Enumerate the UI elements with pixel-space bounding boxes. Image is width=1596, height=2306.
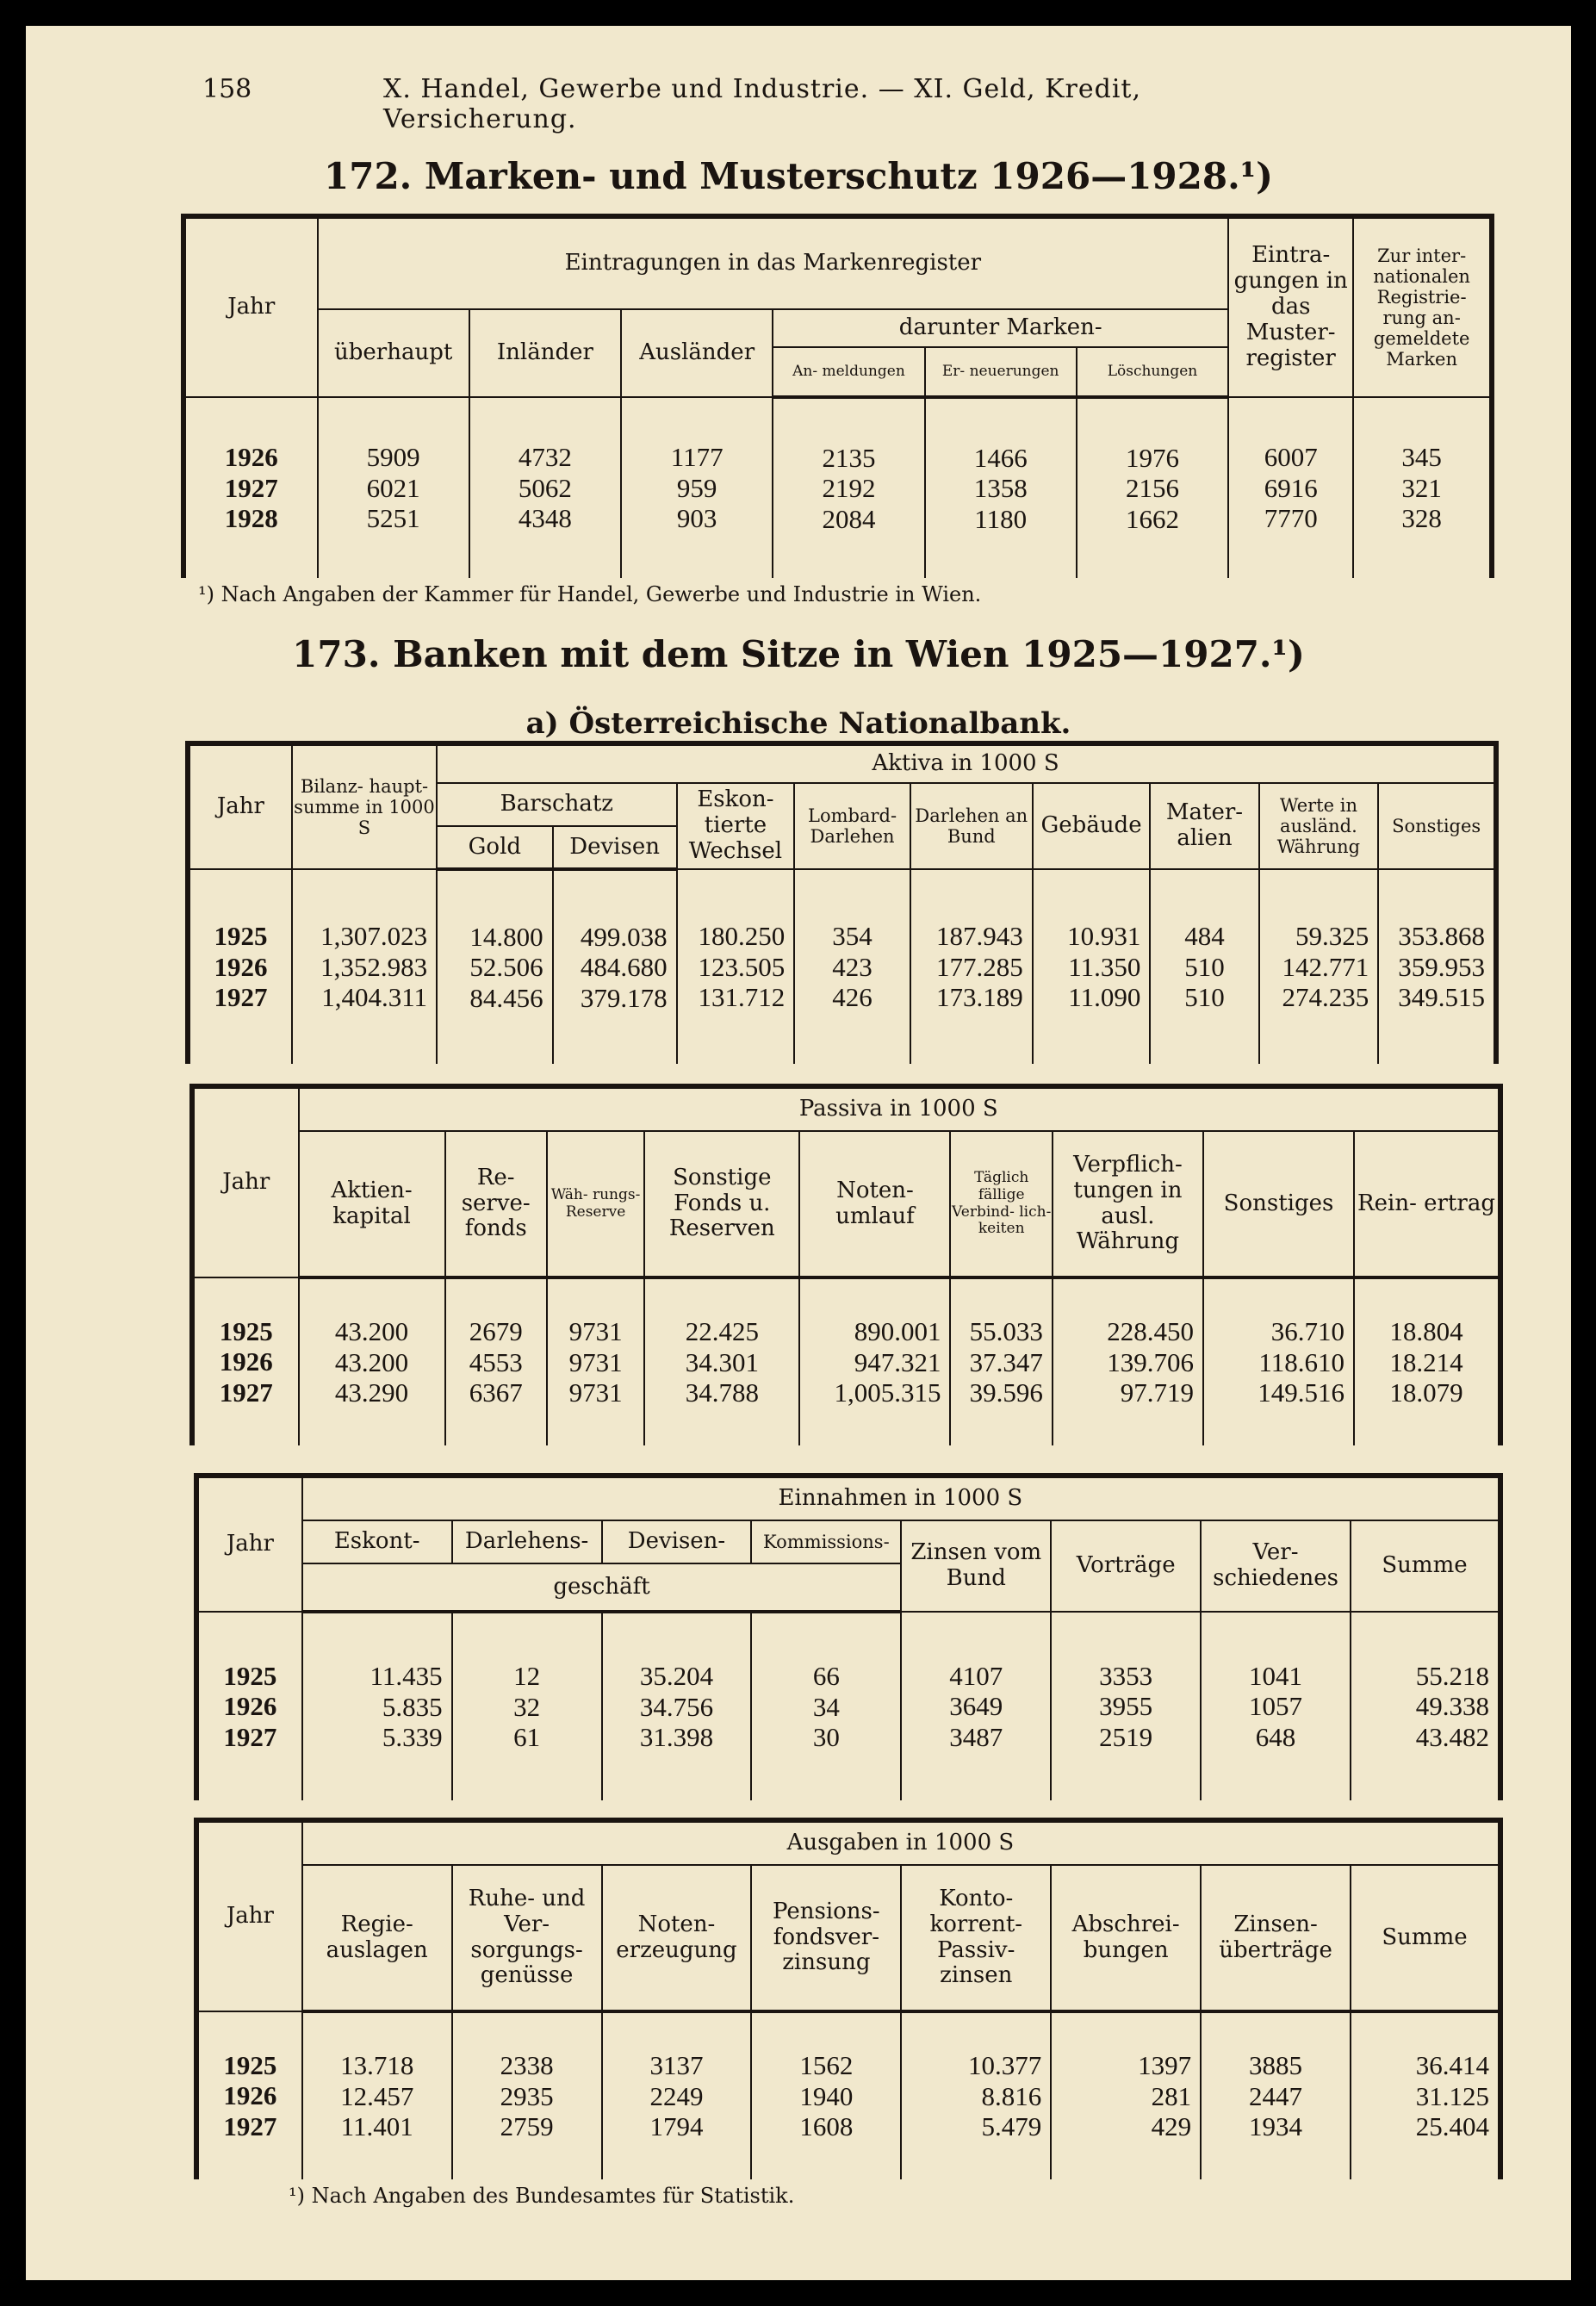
cell-value: 34 (812, 1691, 840, 1722)
table-173-title: 173. Banken mit dem Sitze in Wien 1925—1927.¹) (292, 633, 1305, 675)
cell-value: 139.706 (1107, 1346, 1194, 1377)
cell-value: 6367 (469, 1377, 523, 1408)
book-page (26, 26, 1571, 2280)
cell-value: 281 (1151, 2080, 1192, 2111)
table-row (196, 2011, 1500, 2179)
cell-value: 328 (1401, 503, 1442, 534)
col-header-ueberhaupt: überhaupt (318, 309, 469, 397)
col-header-auslaender: Ausländer (621, 309, 773, 397)
cell-value: 6007 (1264, 442, 1318, 473)
cell-value: 429 (1151, 2111, 1192, 2142)
col-header-reinertrag: Rein- ertrag (1354, 1131, 1500, 1277)
col-header-group-aktiva: Aktiva in 1000 S (437, 743, 1496, 783)
table-row (192, 1277, 1500, 1445)
col-header-year: Jahr (196, 1820, 302, 2011)
cell-value: 31.125 (1415, 2080, 1489, 2111)
table-172 (181, 214, 1494, 578)
cell-value: 510 (1184, 982, 1225, 1013)
cell-year: 1927 (214, 982, 268, 1013)
cell-year: 1925 (223, 2049, 277, 2080)
cell-value: 6021 (366, 472, 420, 503)
cell-value: 2679 (469, 1316, 523, 1347)
cell-value: 5.835 (382, 1691, 443, 1722)
col-header-taeglich: Täglich fällige Verbind- lich- keiten (950, 1131, 1052, 1277)
cell-value: 25.404 (1415, 2111, 1489, 2142)
cell-value: 123.505 (698, 951, 786, 982)
cell-year: 1927 (223, 1721, 277, 1752)
cell-value: 55.218 (1415, 1660, 1489, 1691)
cell-value: 5.339 (382, 1722, 443, 1753)
table-aktiva (185, 741, 1499, 1064)
cell-value: 43.200 (334, 1316, 409, 1347)
col-header-darunter: darunter Marken- (773, 309, 1228, 347)
col-header-year: Jahr (192, 1086, 299, 1277)
col-header-year: Jahr (196, 1476, 302, 1612)
col-header-eskont: Eskon- tierte Wechsel (677, 783, 795, 869)
col-header-materialien: Mater- alien (1150, 783, 1258, 869)
cell-value: 9731 (568, 1377, 623, 1408)
cell-value: 4348 (518, 503, 572, 534)
cell-value: 52.506 (469, 952, 543, 983)
col-header-eskont: Eskont- (302, 1520, 452, 1563)
cell-value: 2135 (822, 442, 876, 473)
cell-value: 1940 (799, 2080, 854, 2111)
cell-value: 353.868 (1398, 921, 1485, 952)
col-header-geschaeft: geschäft (302, 1563, 902, 1612)
cell-value: 2759 (500, 2111, 554, 2142)
col-header-ruhe: Ruhe- und Ver- sorgungs- genüsse (452, 1865, 602, 2011)
col-header-notenerzeugung: Noten- erzeugung (602, 1865, 752, 2011)
cell-value: 36.710 (1270, 1316, 1345, 1347)
col-header-darlehens: Darlehens- (452, 1520, 602, 1563)
cell-value: 35.204 (639, 1661, 714, 1692)
cell-value: 34.756 (639, 1691, 714, 1722)
cell-value: 345 (1401, 442, 1442, 473)
col-header-reservefonds: Re- serve- fonds (445, 1131, 547, 1277)
cell-value: 2156 (1125, 473, 1179, 504)
table-173-subtitle: a) Österreichische Nationalbank. (525, 706, 1071, 741)
cell-year: 1925 (223, 1660, 277, 1691)
col-header-summe: Summe (1351, 1520, 1500, 1612)
cell-value: 9731 (568, 1346, 623, 1377)
col-header-gold: Gold (437, 826, 553, 869)
col-header-abschreibungen: Abschrei- bungen (1051, 1865, 1201, 2011)
cell-value: 7770 (1264, 503, 1318, 534)
cell-value: 4732 (518, 442, 572, 473)
page-header (177, 69, 1313, 134)
col-header-anmeldungen: An- meldungen (773, 347, 924, 397)
cell-value: 43.482 (1415, 1721, 1489, 1752)
col-header-kommissions: Kommissions- (751, 1520, 901, 1563)
cell-value: 36.414 (1415, 2050, 1489, 2081)
cell-value: 149.516 (1258, 1377, 1345, 1408)
cell-value: 379.178 (580, 982, 668, 1013)
col-header-kontokorrent: Konto- korrent- Passiv- zinsen (901, 1865, 1051, 2011)
cell-value: 177.285 (935, 951, 1023, 982)
col-header-regieauslagen: Regie- auslagen (302, 1865, 452, 2011)
cell-value: 5909 (366, 442, 420, 473)
cell-value: 18.804 (1389, 1316, 1463, 1347)
cell-year: 1925 (214, 921, 268, 952)
col-header-pensions: Pensions- fondsver- zinsung (751, 1865, 901, 2011)
cell-value: 3885 (1249, 2050, 1303, 2081)
cell-value: 3137 (649, 2050, 704, 2081)
page-number: 158 (202, 74, 252, 104)
cell-value: 1,352.983 (320, 951, 428, 982)
cell-value: 3649 (949, 1691, 1003, 1722)
cell-value: 1608 (799, 2111, 854, 2142)
cell-value: 3487 (949, 1721, 1003, 1752)
cell-value: 648 (1255, 1721, 1296, 1752)
col-header-intl: Zur inter- nationalen Registrie- rung an- gemeldete Marken (1353, 216, 1492, 397)
cell-value: 349.515 (1398, 982, 1485, 1013)
cell-value: 1177 (670, 442, 723, 473)
cell-value: 39.596 (969, 1377, 1043, 1408)
table-172-footnote: ¹) Nach Angaben der Kammer für Handel, Gewerbe und Industrie in Wien. (198, 582, 982, 606)
cell-value: 2447 (1249, 2080, 1303, 2111)
cell-value: 37.347 (969, 1346, 1043, 1377)
cell-value: 947.321 (854, 1346, 941, 1377)
cell-value: 34.788 (685, 1377, 759, 1408)
cell-value: 510 (1184, 951, 1225, 982)
cell-value: 5.479 (981, 2111, 1042, 2142)
cell-value: 22.425 (685, 1316, 759, 1347)
cell-value: 142.771 (1282, 951, 1369, 982)
cell-value: 228.450 (1107, 1316, 1194, 1347)
cell-value: 131.712 (698, 982, 786, 1013)
cell-value: 903 (676, 503, 717, 534)
cell-value: 180.250 (698, 921, 786, 952)
cell-value: 2935 (500, 2080, 554, 2111)
col-header-verpflichtungen: Verpflich- tungen in ausl. Währung (1053, 1131, 1203, 1277)
col-header-waehrungsreserve: Wäh- rungs- Reserve (547, 1131, 644, 1277)
cell-value: 3353 (1099, 1660, 1153, 1691)
col-header-group-passiva: Passiva in 1000 S (299, 1086, 1500, 1131)
cell-value: 59.325 (1295, 921, 1369, 952)
cell-year: 1926 (219, 1346, 273, 1377)
cell-value: 187.943 (935, 921, 1023, 952)
cell-value: 10.377 (967, 2050, 1042, 2081)
col-header-sonstiges: Sonstiges (1378, 783, 1496, 869)
col-header-muster: Eintra- gungen in das Muster- register (1228, 216, 1353, 397)
col-header-erneuerungen: Er- neuerungen (925, 347, 1077, 397)
cell-year: 1928 (224, 503, 278, 534)
cell-value: 173.189 (935, 982, 1023, 1013)
cell-value: 5251 (366, 503, 420, 534)
cell-value: 12 (513, 1661, 541, 1692)
cell-value: 13.718 (340, 2050, 414, 2081)
cell-value: 890.001 (854, 1316, 941, 1347)
col-header-verschiedenes: Ver- schiedenes (1201, 1520, 1351, 1612)
cell-value: 34.301 (685, 1346, 759, 1377)
col-header-year: Jahr (183, 216, 318, 397)
cell-value: 11.090 (1068, 982, 1141, 1013)
table-einnahmen (194, 1473, 1503, 1800)
col-header-inlaender: Inländer (469, 309, 621, 397)
running-title: X. Handel, Gewerbe und Industrie. — XI. Geld, Kredit, Versicherung. (383, 74, 1142, 134)
col-header-werte: Werte in ausländ. Währung (1259, 783, 1379, 869)
cell-value: 3955 (1099, 1691, 1153, 1722)
col-header-gebaeude: Gebäude (1033, 783, 1151, 869)
cell-value: 1,307.023 (320, 921, 428, 952)
cell-value: 14.800 (469, 921, 543, 952)
cell-value: 499.038 (580, 921, 668, 952)
col-header-lombard: Lombard- Darlehen (794, 783, 910, 869)
col-header-group-main: Eintragungen in das Markenregister (318, 216, 1229, 309)
col-header-darlehen-bund: Darlehen an Bund (910, 783, 1033, 869)
cell-value: 61 (513, 1722, 541, 1753)
cell-value: 8.816 (981, 2080, 1042, 2111)
cell-value: 484.680 (580, 952, 668, 983)
cell-value: 2192 (822, 473, 876, 504)
cell-value: 1397 (1138, 2050, 1192, 2081)
cell-value: 1562 (799, 2050, 854, 2081)
cell-value: 9731 (568, 1316, 623, 1347)
cell-value: 55.033 (969, 1316, 1043, 1347)
cell-year: 1926 (214, 951, 268, 982)
cell-value: 274.235 (1282, 982, 1369, 1013)
cell-value: 1466 (973, 442, 1028, 473)
col-header-zinsen-bund: Zinsen vom Bund (901, 1520, 1051, 1612)
cell-year: 1927 (224, 472, 278, 503)
col-header-devisen: Devisen (553, 826, 677, 869)
cell-value: 2519 (1099, 1721, 1153, 1752)
cell-value: 12.457 (340, 2080, 414, 2111)
cell-value: 1,005.315 (834, 1377, 941, 1408)
cell-value: 30 (812, 1722, 840, 1753)
cell-year: 1926 (223, 1691, 277, 1722)
cell-value: 1180 (974, 503, 1028, 534)
cell-value: 49.338 (1415, 1691, 1489, 1722)
col-header-group-ausgaben: Ausgaben in 1000 S (302, 1820, 1500, 1865)
cell-value: 6916 (1264, 472, 1318, 503)
cell-value: 959 (676, 472, 717, 503)
cell-value: 66 (812, 1661, 840, 1692)
table-172-title: 172. Marken- und Musterschutz 1926—1928.¹) (324, 155, 1273, 197)
col-header-group-einnahmen: Einnahmen in 1000 S (302, 1476, 1500, 1520)
col-header-bilanz: Bilanz- haupt- summe in 1000 S (292, 743, 437, 869)
cell-value: 1057 (1249, 1691, 1303, 1722)
cell-year: 1927 (219, 1377, 273, 1408)
cell-value: 11.401 (340, 2111, 413, 2142)
cell-value: 18.214 (1389, 1346, 1463, 1377)
cell-value: 484 (1184, 921, 1225, 952)
cell-year: 1926 (224, 442, 278, 473)
table-row (196, 1612, 1500, 1800)
cell-value: 354 (832, 921, 873, 952)
cell-value: 359.953 (1398, 951, 1485, 982)
table-173-footnote: ¹) Nach Angaben des Bundesamtes für Statistik. (289, 2184, 795, 2208)
cell-value: 11.435 (370, 1661, 443, 1692)
cell-value: 43.200 (334, 1346, 409, 1377)
cell-value: 2084 (822, 503, 876, 534)
cell-value: 321 (1401, 472, 1442, 503)
col-header-loeschungen: Löschungen (1077, 347, 1228, 397)
cell-year: 1927 (223, 2110, 277, 2141)
table-ausgaben (194, 1818, 1503, 2179)
table-row (188, 869, 1496, 1064)
col-header-sonstige-fonds: Sonstige Fonds u. Reserven (644, 1131, 799, 1277)
cell-value: 32 (513, 1691, 541, 1722)
cell-value: 426 (832, 982, 873, 1013)
col-header-year: Jahr (188, 743, 292, 869)
cell-value: 1976 (1125, 442, 1179, 473)
cell-value: 1358 (973, 473, 1028, 504)
cell-year: 1926 (223, 2080, 277, 2111)
cell-value: 2338 (500, 2050, 554, 2081)
col-header-zinsen: Zinsen- überträge (1201, 1865, 1351, 2011)
cell-value: 5062 (518, 472, 572, 503)
cell-value: 4107 (949, 1660, 1003, 1691)
col-header-notenumlauf: Noten- umlauf (799, 1131, 950, 1277)
cell-value: 97.719 (1120, 1377, 1194, 1408)
cell-value: 1934 (1249, 2111, 1303, 2142)
table-passiva (189, 1084, 1503, 1445)
cell-value: 118.610 (1258, 1346, 1345, 1377)
table-row (183, 397, 1492, 578)
col-header-barschatz: Barschatz (437, 783, 677, 826)
cell-year: 1925 (219, 1315, 273, 1346)
col-header-vortraege: Vorträge (1051, 1520, 1201, 1612)
cell-value: 1794 (649, 2111, 704, 2142)
cell-value: 11.350 (1068, 951, 1141, 982)
col-header-devisen: Devisen- (602, 1520, 752, 1563)
col-header-sonstiges: Sonstiges (1203, 1131, 1354, 1277)
cell-value: 84.456 (469, 982, 543, 1013)
cell-value: 43.290 (334, 1377, 409, 1408)
col-header-summe: Summe (1351, 1865, 1500, 2011)
cell-value: 10.931 (1067, 921, 1141, 952)
cell-value: 18.079 (1389, 1377, 1463, 1408)
cell-value: 4553 (469, 1346, 523, 1377)
cell-value: 1662 (1125, 503, 1179, 534)
cell-value: 2249 (649, 2080, 704, 2111)
cell-value: 1041 (1249, 1660, 1303, 1691)
cell-value: 1,404.311 (321, 982, 428, 1013)
cell-value: 423 (832, 951, 873, 982)
col-header-aktienkapital: Aktien- kapital (299, 1131, 445, 1277)
cell-value: 31.398 (639, 1722, 714, 1753)
